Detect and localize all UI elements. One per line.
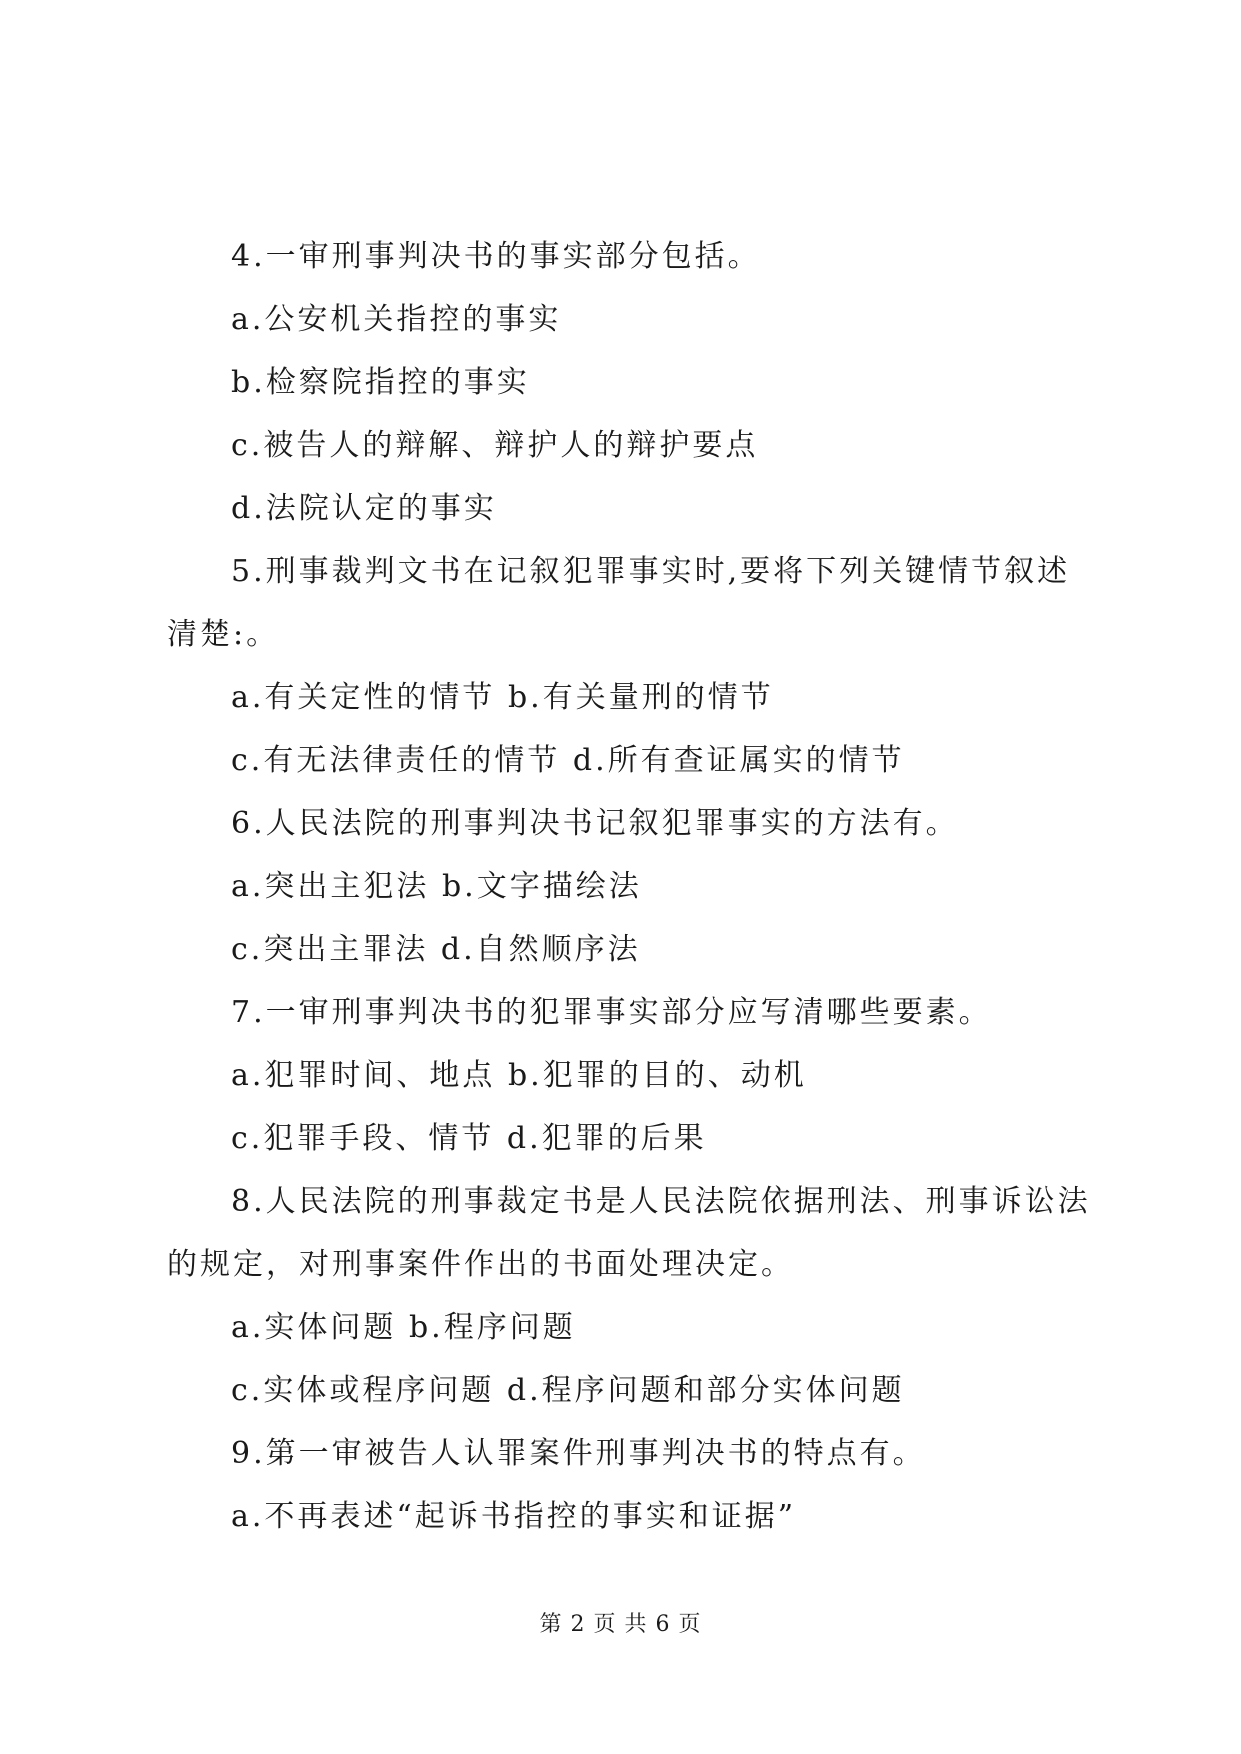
question-8-options-cd: c.实体或程序问题 d.程序问题和部分实体问题	[231, 1373, 905, 1408]
question-9-option-a: a.不再表述“起诉书指控的事实和证据”	[231, 1499, 797, 1534]
question-8-options-ab: a.实体问题 b.程序问题	[231, 1310, 576, 1345]
question-5-options-cd: c.有无法律责任的情节 d.所有查证属实的情节	[231, 743, 905, 778]
question-6-options-cd: c.突出主罪法 d.自然顺序法	[231, 932, 641, 967]
question-4-option-a: a.公安机关指控的事实	[231, 302, 562, 337]
question-4-option-d: d.法院认定的事实	[231, 491, 497, 526]
question-7-options-cd: c.犯罪手段、情节 d.犯罪的后果	[231, 1121, 707, 1156]
question-8-continued: 的规定，对刑事案件作出的书面处理决定。	[167, 1247, 794, 1282]
question-5-continued: 清楚:。	[167, 617, 280, 652]
document-body	[167, 225, 1091, 1548]
question-4: 4.一审刑事判决书的事实部分包括。	[231, 239, 761, 274]
question-6: 6.人民法院的刑事判决书记叙犯罪事实的方法有。	[231, 806, 959, 841]
page-number: 第 2 页 共 6 页	[539, 1612, 702, 1637]
question-9: 9.第一审被告人认罪案件刑事判决书的特点有。	[231, 1436, 926, 1471]
question-4-option-b: b.检察院指控的事实	[231, 365, 530, 400]
question-5: 5.刑事裁判文书在记叙犯罪事实时,要将下列关键情节叙述	[231, 554, 1071, 589]
question-7: 7.一审刑事判决书的犯罪事实部分应写清哪些要素。	[231, 995, 992, 1030]
question-5-options-ab: a.有关定性的情节 b.有关量刑的情节	[231, 680, 774, 715]
question-7-options-ab: a.犯罪时间、地点 b.犯罪的目的、动机	[231, 1058, 807, 1093]
question-8: 8.人民法院的刑事裁定书是人民法院依据刑法、刑事诉讼法	[231, 1184, 1091, 1219]
question-6-options-ab: a.突出主犯法 b.文字描绘法	[231, 869, 642, 904]
question-4-option-c: c.被告人的辩解、辩护人的辩护要点	[231, 428, 759, 463]
